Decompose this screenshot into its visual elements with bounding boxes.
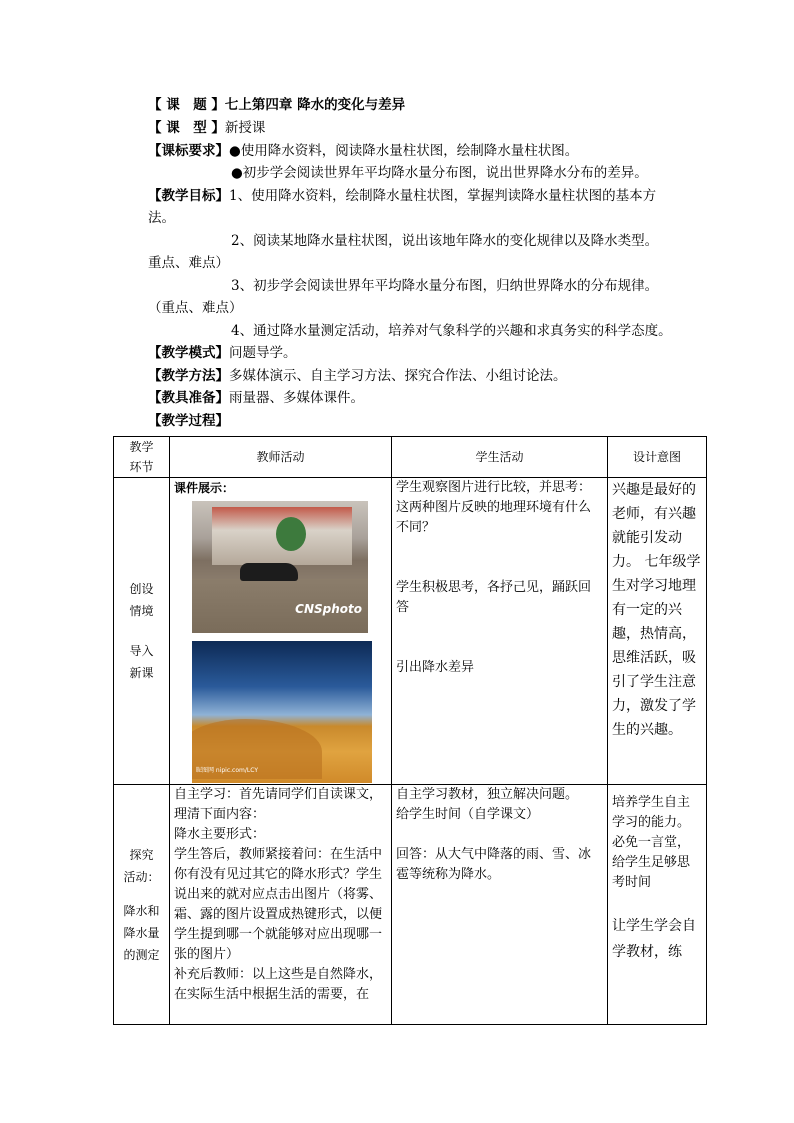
mode-label: 【教学模式】 (148, 345, 229, 361)
desert-watermark: 昵图网 nipic.com/LCY (196, 767, 258, 774)
tools-value: 雨量器、多媒体课件。 (229, 390, 364, 406)
header-stage: 教学 环节 (114, 437, 170, 478)
goal-4: 4、通过降水量测定活动，培养对气象科学的兴趣和求真务实的科学态度。 (231, 323, 672, 339)
student-cell-intro: 学生观察图片进行比较，并思考：这两种图片反映的地理环境有什么不同？ 学生积极思考，各抒己见，踊跃回答 引出降水差异 (392, 478, 608, 785)
goal-1a: 1、使用降水资料，绘制降水量柱状图，掌握判读降水量柱状图的基本方 (229, 188, 657, 204)
method-value: 多媒体演示、自主学习方法、探究合作法、小组讨论法。 (229, 368, 567, 384)
mode-line (148, 343, 297, 364)
goal-3b: （重点、难点） (148, 300, 243, 316)
flood-watermark: CNSphoto (295, 602, 362, 616)
process-line (148, 411, 229, 432)
design-cell-intro: 兴趣是最好的老师，有兴趣就能引发动力。 七年级学生对学习地理有一定的兴趣，热情高，思维活跃，吸引了学生注意力，激发了学生的兴趣。 (608, 478, 707, 785)
teacher-cell-explore: 自主学习：首先请同学们自读课文，理清下面内容： 降水主要形式： 学生答后，教师紧接着问：在生活中你有没有见过其它的降水形式？学生说出来的就对应点击出图片（将雾、霜、露的图片设置成热键形式，以便学生提到哪一个就能够对应出现哪一张的图片） 补充后教师：以上这些是自然降水，在实际生活中根据生活的需要，在 (170, 785, 392, 1025)
goal-label: 【教学目标】 (148, 188, 229, 204)
standard-2: ●初步学会阅读世界年平均降水量分布图，说出世界降水分布的差异。 (231, 165, 648, 181)
student-cell-explore: 自主学习教材，独立解决问题。 给学生时间（自学课文） 回答：从大气中降落的雨、雪、冰雹等统称为降水。 (392, 785, 608, 1025)
topic-value: 七上第四章 降水的变化与差异 (224, 97, 406, 113)
goal-2b: 重点、难点） (148, 255, 229, 271)
standard-1: ●使用降水资料，阅读降水量柱状图，绘制降水量柱状图。 (229, 143, 579, 159)
goal-1b: 法。 (148, 210, 175, 226)
tools-label: 【教具准备】 (148, 390, 229, 406)
design-cell-explore: 培养学生自主学习的能力。 必免一言堂，给学生足够思考时间 让学生学会自学教材，练 (608, 785, 707, 1025)
stage-cell-explore: 探究 活动： 降水和 降水量 的测定 (114, 785, 170, 1025)
topic-label: 【 课 题 】 (148, 97, 225, 113)
method-line (148, 366, 567, 387)
standard-label: 【课标要求】 (148, 143, 229, 159)
mode-value: 问题导学。 (229, 345, 297, 361)
topic-line (148, 95, 405, 116)
lesson-process-table (113, 436, 707, 1025)
table-row (114, 478, 707, 785)
table-header-row (114, 437, 707, 478)
type-value: 新授课 (224, 120, 266, 136)
header-student: 学生活动 (392, 437, 608, 478)
courseware-title: 课件展示： (174, 481, 235, 495)
tools-line (148, 388, 364, 409)
standard-line (148, 141, 578, 162)
flood-photo (192, 501, 368, 633)
goal-line (148, 186, 656, 207)
teacher-cell-intro (170, 478, 392, 785)
type-label: 【 课 型 】 (148, 120, 225, 136)
table-row (114, 785, 707, 1025)
header-design: 设计意图 (608, 437, 707, 478)
goal-3a: 3、初步学会阅读世界年平均降水量分布图，归纳世界降水的分布规律。 (231, 278, 659, 294)
stage-cell-intro: 创设 情境 导入 新课 (114, 478, 170, 785)
desert-photo (192, 641, 372, 783)
goal-2a: 2、阅读某地降水量柱状图，说出该地年降水的变化规律以及降水类型。 (231, 233, 659, 249)
process-label: 【教学过程】 (148, 413, 229, 429)
header-teacher: 教师活动 (170, 437, 392, 478)
type-line (148, 118, 265, 139)
method-label: 【教学方法】 (148, 368, 229, 384)
